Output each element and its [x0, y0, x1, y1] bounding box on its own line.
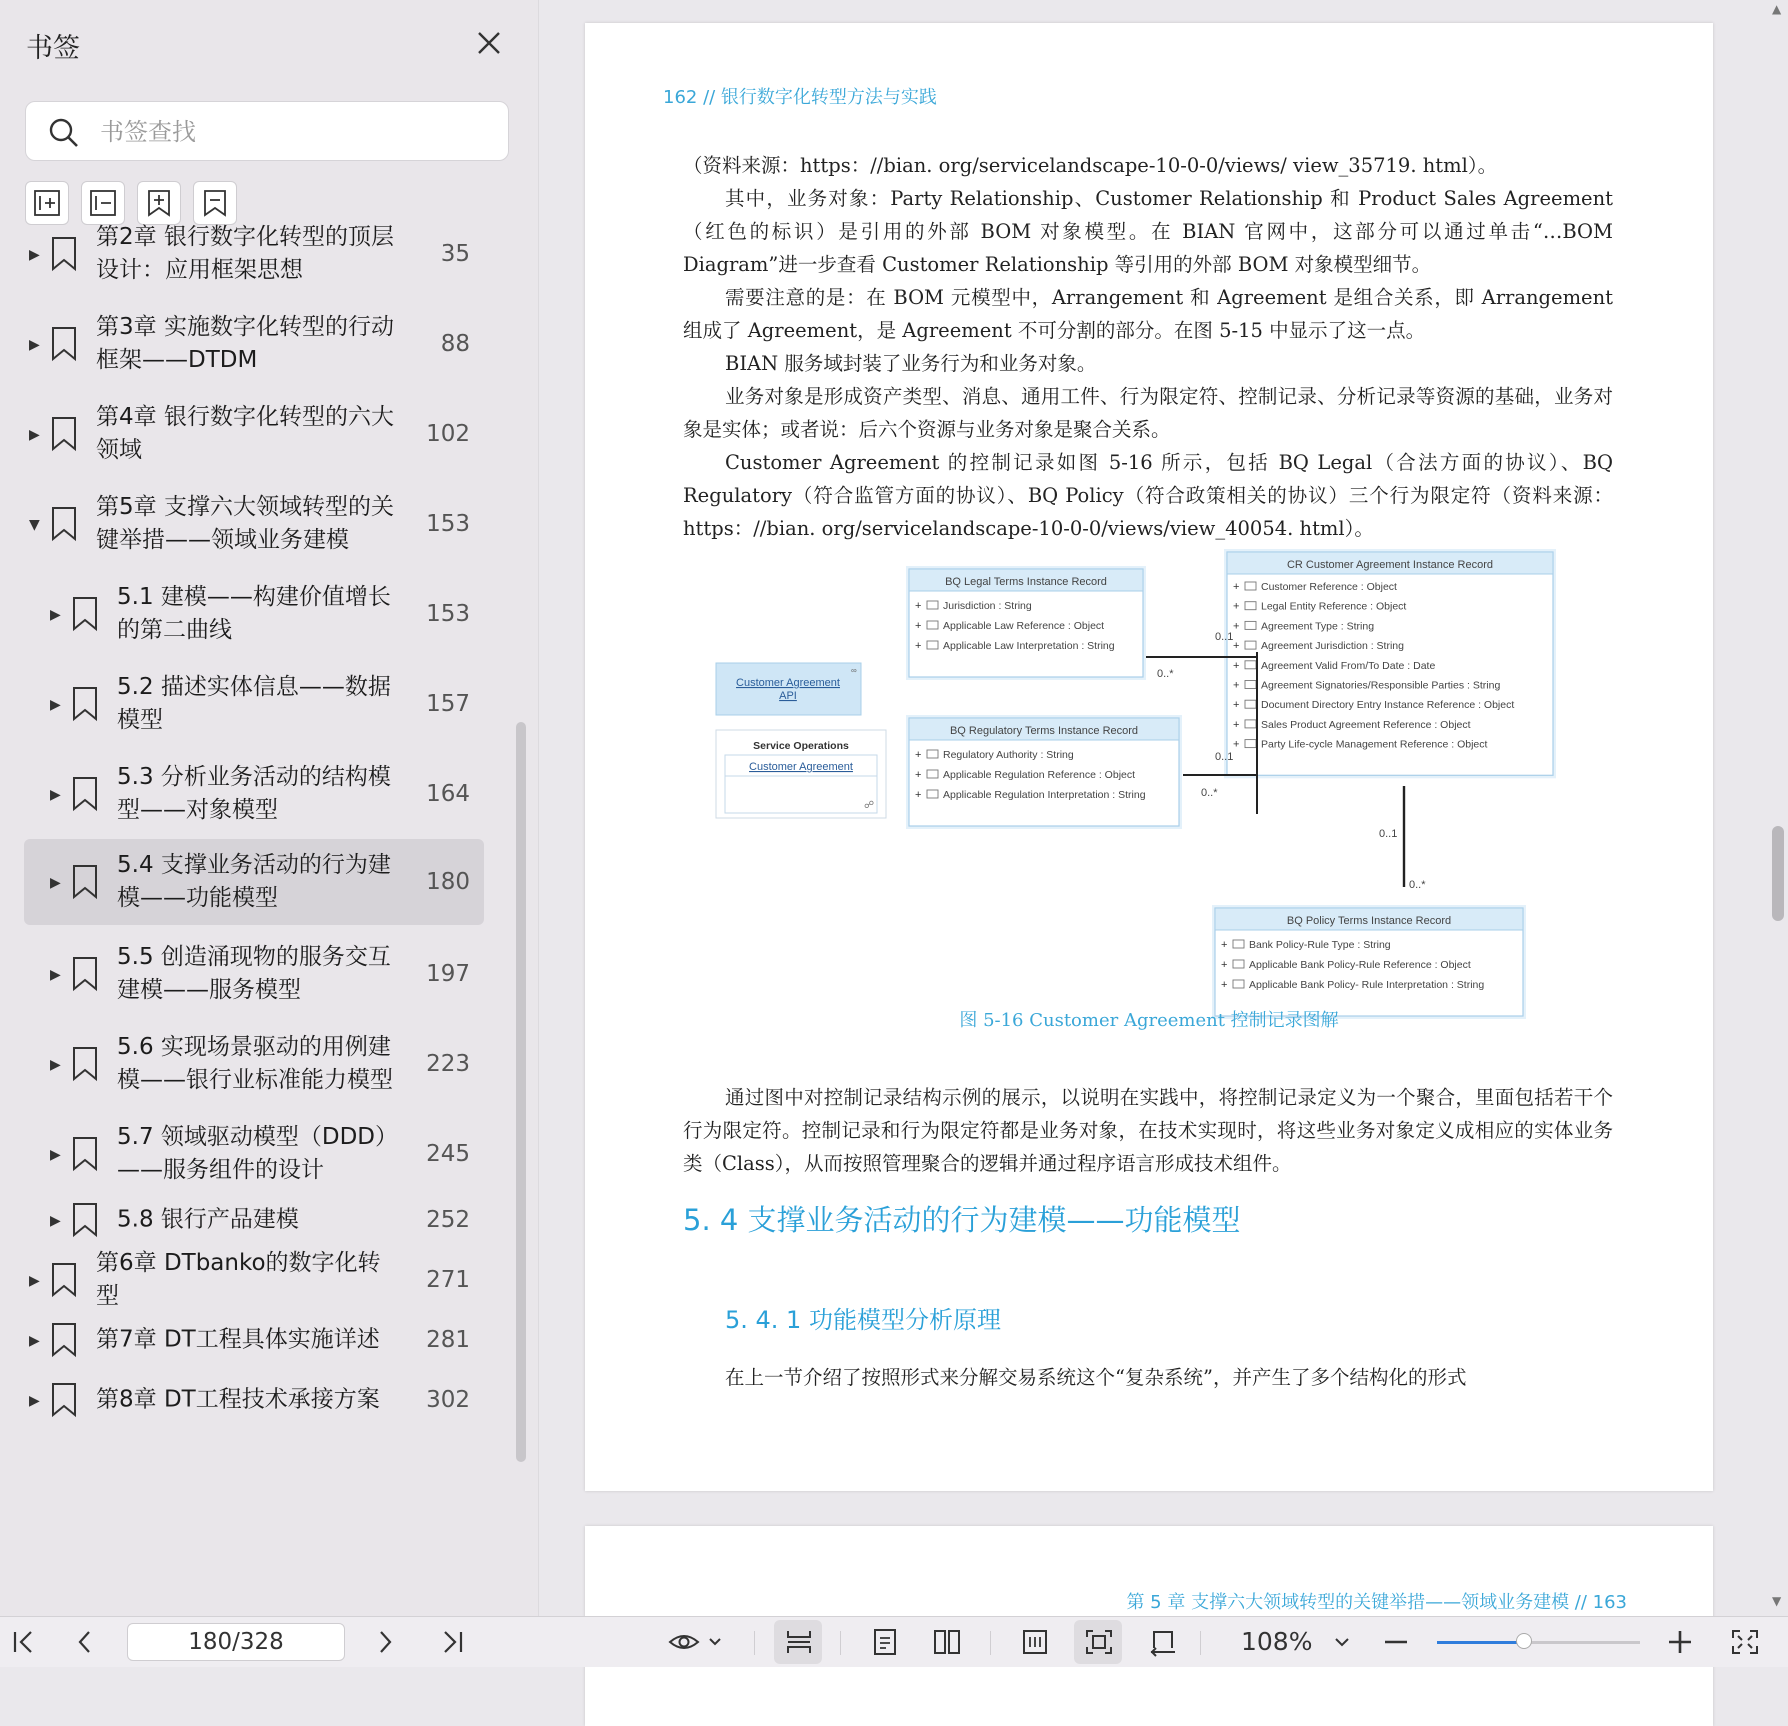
bookmark-icon — [71, 1046, 99, 1086]
zoom-level[interactable]: 108% — [1241, 1627, 1313, 1656]
bookmark-label: 第7章 DT工程具体实施详述 — [96, 1326, 380, 1353]
bookmark-item[interactable] — [0, 1020, 500, 1108]
bookmark-label: 第6章 DTbanko的数字化转型 — [96, 1250, 381, 1309]
regulatory-terms-box — [906, 715, 1182, 829]
svg-text:Agreement Signatories/Responsi: Agreement Signatories/Responsible Parties : String — [1261, 679, 1501, 692]
fit-width-button[interactable] — [1020, 1617, 1050, 1667]
bookmark-item[interactable] — [24, 839, 484, 925]
svg-text:0..*: 0..* — [1409, 879, 1426, 891]
svg-text:Applicable Regulation Interpre: Applicable Regulation Interpretation : String — [943, 789, 1146, 801]
svg-text:+: + — [1233, 640, 1240, 653]
next-page-button[interactable] — [372, 1617, 398, 1667]
bookmark-label: 第3章 实施数字化转型的行动 框架——DTDM — [96, 314, 394, 373]
caret-right-icon[interactable]: ▶ — [29, 337, 40, 353]
bookmark-item[interactable] — [0, 480, 500, 568]
caret-down-icon[interactable]: ▼ — [29, 517, 40, 533]
svg-text:+: + — [1233, 738, 1240, 751]
bookmark-page-number: 153 — [426, 601, 470, 627]
svg-text:Agreement Type : String: Agreement Type : String — [1261, 620, 1375, 633]
bookmark-icon — [71, 956, 99, 996]
bookmark-item[interactable] — [0, 660, 500, 748]
bookmark-icon — [71, 1202, 99, 1242]
paragraph-3: BIAN 服务域封装了业务行为和业务对象。 — [725, 352, 1097, 375]
bookmark-page-number: 157 — [426, 691, 470, 717]
svg-text:+: + — [1221, 939, 1228, 951]
bookmark-page-number: 88 — [440, 331, 470, 357]
view-mode-dropdown[interactable] — [668, 1617, 728, 1667]
caret-right-icon[interactable]: ▶ — [50, 1057, 61, 1073]
bookmark-page-number: 302 — [426, 1387, 470, 1413]
bookmark-icon — [50, 236, 78, 276]
svg-text:Sales Product Agreement Refere: Sales Product Agreement Reference : Object — [1261, 718, 1471, 731]
bookmark-page-number: 223 — [426, 1051, 470, 1077]
svg-text:Applicable Regulation Referenc: Applicable Regulation Reference : Object — [943, 769, 1136, 781]
continuous-scroll-icon — [784, 1628, 814, 1656]
bookmark-icon — [50, 326, 78, 366]
zoom-slider-knob[interactable] — [1516, 1633, 1532, 1649]
svg-text:BQ Regulatory Terms Instance R: BQ Regulatory Terms Instance Record — [949, 725, 1139, 737]
svg-text:Applicable Law Reference : Obj: Applicable Law Reference : Object — [943, 620, 1105, 632]
svg-text:+: + — [915, 789, 922, 801]
two-page-button[interactable] — [932, 1617, 962, 1667]
page-number-input[interactable]: 180/328 — [127, 1623, 345, 1661]
svg-text:+: + — [1233, 679, 1240, 692]
bookmark-page-number: 102 — [426, 421, 470, 447]
bookmark-search-input[interactable] — [98, 112, 492, 152]
paragraph-last: 在上一节介绍了按照形式来分解交易系统这个“复杂系统”，并产生了多个结构化的形式 — [725, 1366, 1467, 1389]
rotate-icon — [1148, 1628, 1178, 1656]
bookmark-icon — [50, 1382, 78, 1422]
bookmark-page-number: 180 — [426, 869, 470, 895]
svg-text:0..*: 0..* — [1157, 668, 1174, 680]
caret-right-icon[interactable]: ▶ — [50, 607, 61, 623]
svg-text:+: + — [1233, 620, 1240, 633]
svg-text:BQ Policy Terms Instance Recor: BQ Policy Terms Instance Record — [1286, 915, 1452, 927]
bookmark-page-number: 153 — [426, 511, 470, 537]
document-view — [539, 0, 1768, 1616]
legal-terms-box — [906, 566, 1146, 680]
caret-right-icon[interactable]: ▶ — [29, 1333, 40, 1349]
sidebar-scrollbar[interactable] — [516, 722, 526, 1462]
previous-page-button[interactable] — [72, 1617, 98, 1667]
two-page-icon — [932, 1628, 962, 1656]
single-page-button[interactable] — [870, 1617, 900, 1667]
svg-text:0..1: 0..1 — [1215, 631, 1234, 643]
bookmark-label: 5.4 支撑业务活动的行为建 模——功能模型 — [117, 852, 391, 911]
bookmark-icon — [50, 506, 78, 546]
bookmark-item[interactable] — [0, 390, 500, 478]
last-page-button[interactable] — [436, 1617, 466, 1667]
bookmark-icon — [71, 864, 99, 904]
svg-text:+: + — [1221, 959, 1228, 971]
caret-right-icon[interactable]: ▶ — [50, 787, 61, 803]
bookmark-label: 第2章 银行数字化转型的顶层 设计：应用框架思想 — [96, 224, 394, 283]
paragraph-source: （资料来源：https：//bian. org/servicelandscape-10-0-0/views/ view_35719. html）。 — [683, 154, 1498, 177]
bookmark-icon — [50, 1322, 78, 1362]
bookmark-label: 第5章 支撑六大领域转型的关 键举措——领域业务建模 — [96, 494, 394, 553]
svg-text:Document Directory Entry Insta: Document Directory Entry Instance Reference : Object — [1261, 699, 1515, 712]
svg-text:Party Life-cycle Management Re: Party Life-cycle Management Reference : Object — [1261, 738, 1488, 751]
caret-right-icon[interactable]: ▶ — [29, 427, 40, 443]
svg-text:+: + — [1233, 600, 1240, 613]
svg-text:Regulatory Authority : String: Regulatory Authority : String — [943, 749, 1074, 761]
bookmark-item[interactable] — [0, 1110, 500, 1198]
fit-page-button[interactable] — [1084, 1617, 1114, 1667]
fit-page-icon — [1084, 1628, 1114, 1656]
svg-text:+: + — [1233, 699, 1240, 712]
bookmark-label: 第8章 DT工程技术承接方案 — [96, 1386, 380, 1413]
svg-text:+: + — [915, 620, 922, 632]
scroll-down-icon[interactable]: ▼ — [1772, 1594, 1782, 1608]
svg-text:+: + — [915, 600, 922, 612]
svg-text:Jurisdiction : String: Jurisdiction : String — [943, 600, 1032, 612]
document-scrollbar[interactable] — [1768, 0, 1788, 1616]
bookmark-label: 5.6 实现场景驱动的用例建 模——银行业标准能力模型 — [117, 1034, 393, 1093]
uml-diagram — [715, 554, 1585, 991]
bookmark-item[interactable] — [0, 300, 500, 388]
svg-text:Agreement Jurisdiction : Strin: Agreement Jurisdiction : String — [1261, 640, 1404, 653]
svg-text:Applicable Bank Policy- Rule I: Applicable Bank Policy- Rule Interpretation : String — [1249, 979, 1485, 991]
fullscreen-button[interactable] — [1730, 1617, 1760, 1667]
bookmark-label: 第4章 银行数字化转型的六大 领域 — [96, 404, 394, 463]
caret-right-icon[interactable]: ▶ — [50, 1147, 61, 1163]
caret-right-icon[interactable]: ▶ — [29, 1393, 40, 1409]
svg-text:CR Customer Agreement Instance: CR Customer Agreement Instance Record — [1286, 559, 1494, 571]
service-ops-title: Service Operations — [753, 740, 849, 752]
first-page-button[interactable] — [10, 1617, 40, 1667]
svg-text:0..1: 0..1 — [1379, 828, 1398, 840]
pdf-page-162 — [585, 23, 1713, 1491]
paragraph-4: 业务对象是形成资产类型、消息、通用工件、行为限定符、控制记录、分析记录等资源的基础，业务对象是实体；或者说：后六个资源与业务对象是聚合关系。 — [683, 385, 1613, 441]
bookmark-item[interactable] — [0, 570, 500, 658]
caret-right-icon[interactable]: ▶ — [29, 1273, 40, 1289]
svg-text:Bank Policy-Rule Type : String: Bank Policy-Rule Type : String — [1249, 939, 1391, 951]
bookmark-icon — [71, 596, 99, 636]
scroll-up-icon[interactable]: ▲ — [1772, 2, 1782, 16]
section-heading-5-4: 5. 4 支撑业务活动的行为建模——功能模型 — [683, 1203, 1241, 1237]
bookmark-page-number: 164 — [426, 781, 470, 807]
bookmark-item[interactable] — [0, 1310, 500, 1370]
bookmark-item[interactable] — [0, 930, 500, 1018]
svg-text:+: + — [915, 640, 922, 652]
bookmark-icon — [71, 1136, 99, 1176]
bookmark-item[interactable] — [0, 1190, 500, 1250]
bookmark-page-number: 245 — [426, 1141, 470, 1167]
svg-text:BQ Legal Terms Instance Record: BQ Legal Terms Instance Record — [945, 576, 1107, 588]
bookmark-icon — [71, 776, 99, 816]
paragraph-1: 其中，业务对象：Party Relationship、Customer Relationship 和 Product Sales Agreement（红色的标识）是引用的外部 BOM 对象模型。在 BIAN 官网中，这部分可以通过单击“…BOM Diagram”进一步查看 Customer Relationship 等引用的外部 BOM 对象模型细节。 — [683, 187, 1613, 276]
paragraph-after-figure: 通过图中对控制记录结构示例的展示，以说明在实践中，将控制记录定义为一个聚合，里面包括若干个行为限定符。控制记录和行为限定符都是业务对象，在技术实现时，将这些业务对象定义成相应的实体业务类（Class），从而按照管理聚合的逻辑并通过程序语言形成技术组件。 — [683, 1086, 1613, 1175]
scrollbar-thumb[interactable] — [1772, 826, 1784, 921]
bookmark-search-box[interactable] — [25, 101, 509, 161]
bookmark-item[interactable] — [0, 750, 500, 838]
section-heading-5-4-1: 5. 4. 1 功能模型分析原理 — [725, 1306, 1001, 1334]
caret-right-icon[interactable]: ▶ — [29, 247, 40, 263]
bookmark-page-number: 197 — [426, 961, 470, 987]
bookmark-label: 5.1 建模——构建价值增长 的第二曲线 — [117, 584, 391, 643]
svg-text:Applicable Law Interpretation: Applicable Law Interpretation : String — [943, 640, 1115, 652]
zoom-out-button[interactable] — [1382, 1617, 1410, 1667]
svg-text:+: + — [915, 769, 922, 781]
policy-terms-box — [1212, 905, 1526, 1019]
next-running-head: 第 5 章 支撑六大领域转型的关键举措——领域业务建模 // 163 — [1126, 1592, 1627, 1613]
continuous-scroll-button[interactable] — [784, 1617, 814, 1667]
api-box-label: Customer Agreement — [736, 677, 840, 689]
zoom-slider[interactable] — [1437, 1641, 1640, 1644]
bookmark-page-number: 35 — [440, 241, 470, 267]
chevron-right-icon — [372, 1628, 398, 1656]
search-icon — [48, 117, 80, 149]
bookmark-item[interactable] — [0, 1370, 500, 1430]
bookmark-icon — [71, 686, 99, 726]
zoom-in-button[interactable] — [1666, 1617, 1694, 1667]
rotate-button[interactable] — [1148, 1617, 1178, 1667]
svg-text:+: + — [1233, 659, 1240, 672]
svg-text:Agreement Valid From/To Date :: Agreement Valid From/To Date : Date — [1261, 659, 1436, 672]
svg-text:Applicable Bank Policy-Rule Re: Applicable Bank Policy-Rule Reference : Object — [1249, 959, 1471, 971]
service-ops-item: Customer Agreement — [749, 761, 853, 773]
running-head: 162 // 银行数字化转型方法与实践 — [663, 87, 937, 108]
bookmark-sidebar — [0, 0, 539, 1616]
single-page-icon — [870, 1628, 900, 1656]
bookmark-icon — [50, 1262, 78, 1302]
fullscreen-icon — [1730, 1628, 1760, 1656]
svg-text:+: + — [915, 749, 922, 761]
caret-right-icon[interactable]: ▶ — [50, 875, 61, 891]
bottom-toolbar — [0, 1616, 1788, 1667]
close-icon[interactable] — [472, 26, 506, 60]
bookmark-label: 5.8 银行产品建模 — [117, 1206, 299, 1233]
bookmark-icon — [50, 416, 78, 456]
bookmark-page-number: 271 — [426, 1267, 470, 1293]
sidebar-title: 书签 — [26, 33, 80, 64]
caret-right-icon[interactable]: ▶ — [50, 967, 61, 983]
bookmark-label: 5.7 领域驱动模型（DDD） ——服务组件的设计 — [117, 1124, 399, 1183]
svg-text:+: + — [1233, 581, 1240, 593]
plus-icon — [1666, 1628, 1694, 1656]
bookmark-label: 5.2 描述实体信息——数据 模型 — [117, 674, 391, 733]
svg-text:Legal Entity Reference : Objec: Legal Entity Reference : Object — [1261, 600, 1407, 613]
zoom-dropdown[interactable] — [1332, 1617, 1352, 1667]
svg-text:0..1: 0..1 — [1215, 751, 1234, 763]
chevron-left-icon — [72, 1628, 98, 1656]
bookmark-item[interactable] — [0, 210, 500, 298]
bookmark-page-number: 281 — [426, 1327, 470, 1353]
svg-text:+: + — [1233, 718, 1240, 731]
svg-text:☍: ☍ — [864, 800, 875, 811]
caret-right-icon[interactable]: ▶ — [50, 1213, 61, 1229]
chevron-down-icon — [1332, 1628, 1352, 1656]
last-page-icon — [436, 1628, 466, 1656]
bookmark-page-number: 252 — [426, 1207, 470, 1233]
svg-text:API: API — [779, 690, 797, 702]
svg-text:∞: ∞ — [851, 666, 857, 675]
eye-icon — [668, 1628, 728, 1656]
svg-text:0..*: 0..* — [1201, 787, 1218, 799]
paragraph-2: 需要注意的是：在 BOM 元模型中，Arrangement 和 Agreement 是组合关系，即 Arrangement 组成了 Agreement，是 Agreement 不可分割的部分。在图 5-15 中显示了这一点。 — [683, 286, 1613, 342]
svg-text:Customer Reference : Object: Customer Reference : Object — [1261, 581, 1397, 593]
svg-text:+: + — [1221, 979, 1228, 991]
caret-right-icon[interactable]: ▶ — [50, 697, 61, 713]
fit-width-icon — [1020, 1628, 1050, 1656]
zoom-slider-fill — [1437, 1641, 1524, 1644]
first-page-icon — [10, 1628, 40, 1656]
cr-agreement-box — [1224, 549, 1556, 778]
bookmark-label: 5.5 创造涌现物的服务交互 建模——服务模型 — [117, 944, 391, 1003]
minus-icon — [1382, 1628, 1410, 1656]
bookmark-label: 5.3 分析业务活动的结构模 型——对象模型 — [117, 764, 391, 823]
bookmark-list — [0, 224, 500, 1616]
bookmark-item[interactable] — [0, 1250, 500, 1310]
paragraph-5: Customer Agreement 的控制记录如图 5-16 所示，包括 BQ Legal（合法方面的协议）、BQ Regulatory（符合监管方面的协议）、BQ Policy（符合政策相关的协议）三个行为限定符（资料来源：https：//bian. org/servicelandscape-10-0-0/views/view_40054. html）。 — [683, 451, 1613, 540]
figure-caption: 图 5-16 Customer Agreement 控制记录图解 — [959, 1010, 1339, 1031]
